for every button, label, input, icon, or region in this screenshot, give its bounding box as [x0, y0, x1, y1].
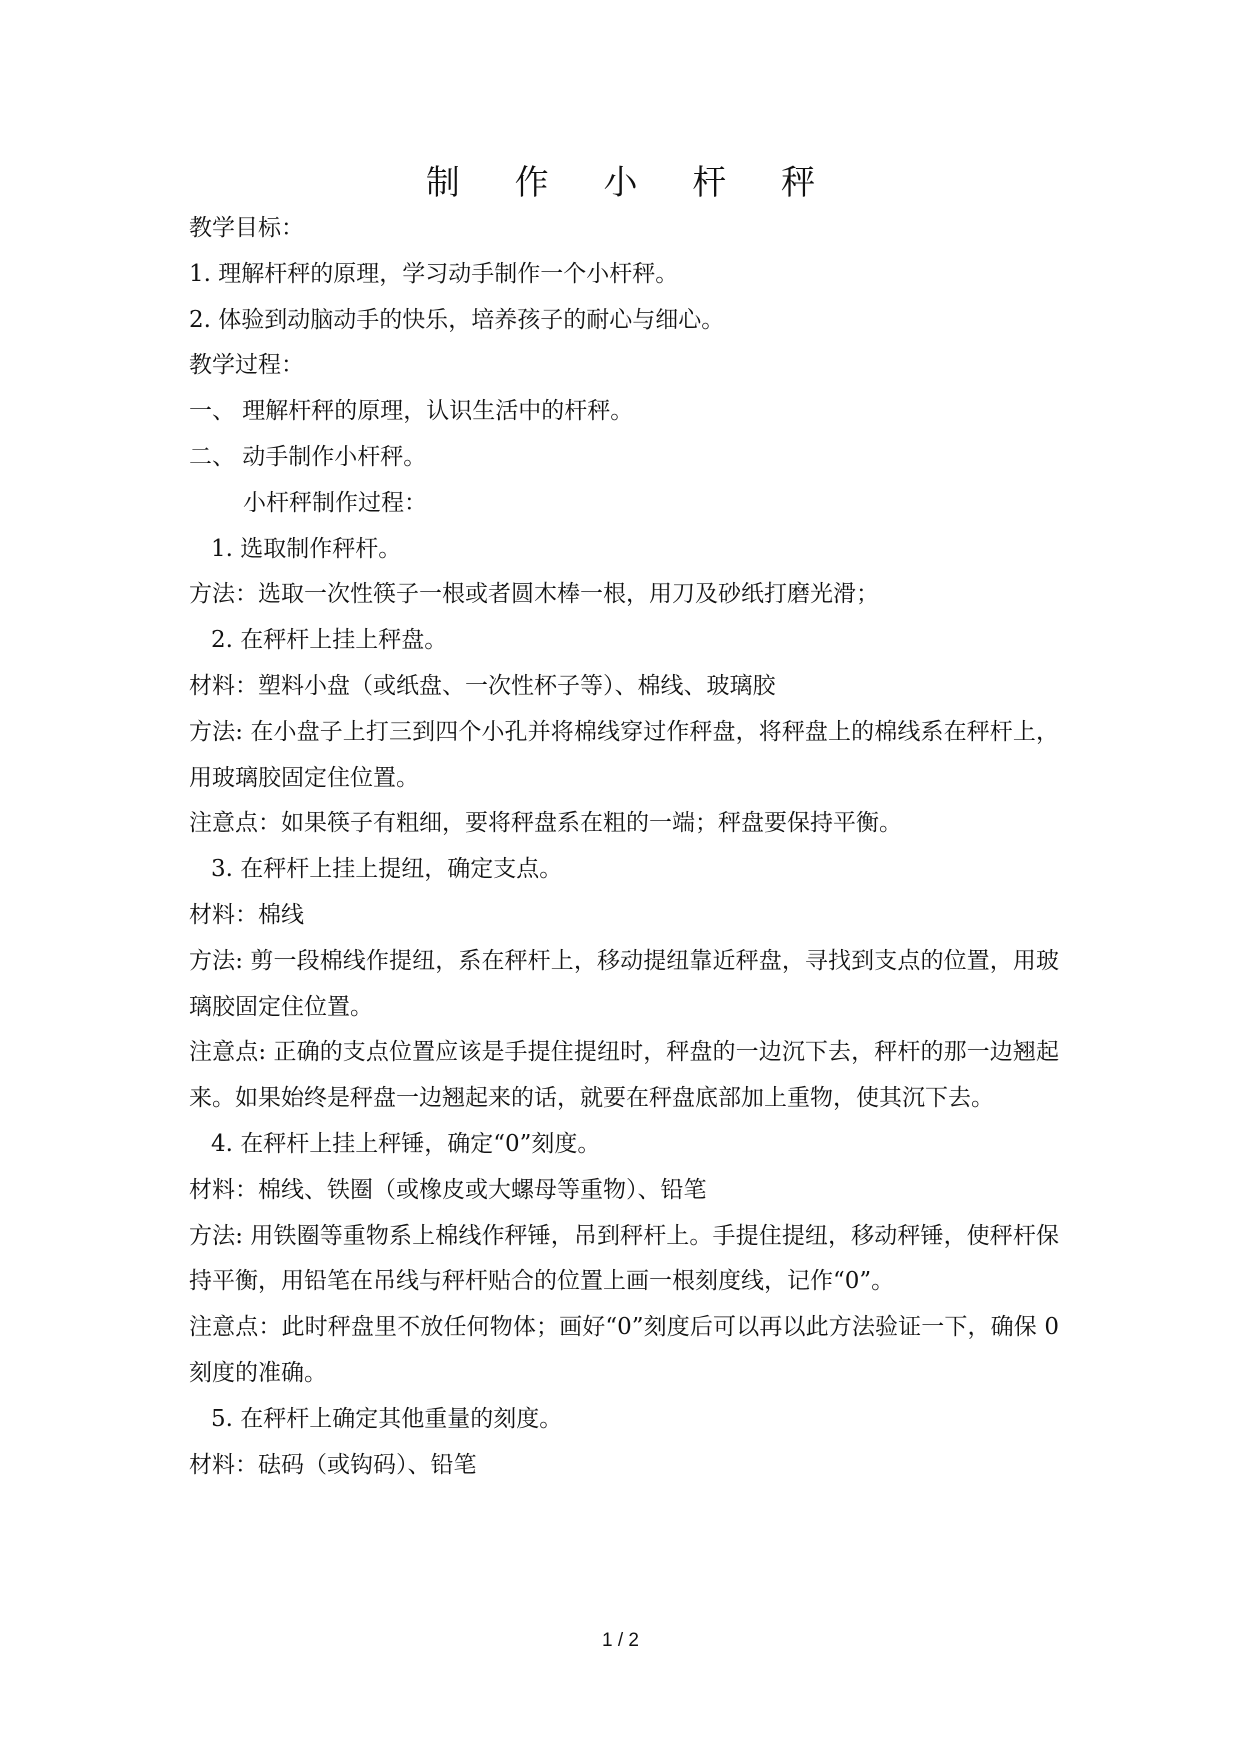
- paragraph: 3. 在秤杆上挂上提纽，确定支点。: [211, 856, 563, 883]
- document-title: 制 作 小 杆 秤: [425, 163, 838, 203]
- paragraph: 2. 体验到动脑动手的快乐，培养孩子的耐心与细心。: [189, 306, 725, 333]
- paragraph: 材料：棉线、铁圈（或橡皮或大螺母等重物）、铅笔: [189, 1176, 707, 1203]
- paragraph: 方法: 在小盘子上打三到四个小孔并将棉线穿过作秤盘，将秤盘上的棉线系在秤杆上，用玻璃胶固定住位置。: [189, 718, 1059, 791]
- paragraph: 2. 在秤杆上挂上秤盘。: [211, 627, 448, 654]
- page-number: 1 / 2: [602, 1630, 639, 1651]
- paragraph: 方法: 剪一段棉线作提纽，系在秤杆上，移动提纽靠近秤盘，寻找到支点的位置，用玻璃胶固定住位置。: [189, 947, 1059, 1020]
- paragraph: 一、 理解杆秤的原理，认识生活中的杆秤。: [189, 398, 634, 425]
- paragraph: 1. 选取制作秤杆。: [211, 535, 402, 562]
- paragraph: 方法：选取一次性筷子一根或者圆木棒一根，用刀及砂纸打磨光滑；: [189, 581, 879, 608]
- paragraph: 教学过程：: [189, 352, 304, 379]
- paragraph: 注意点：此时秤盘里不放任何物体；画好“0”刻度后可以再以此方法验证一下，确保 0 刻度的准确。: [189, 1314, 1059, 1386]
- paragraph: 材料：砝码（或钩码）、铅笔: [189, 1451, 477, 1478]
- paragraph: 方法: 用铁圈等重物系上棉线作秤锤，吊到秤杆上。手提住提纽，移动秤锤，使秤杆保持平衡，用铅笔在吊线与秤杆贴合的位置上画一根刻度线，记作“0”。: [189, 1222, 1059, 1295]
- paragraph: 二、 动手制作小杆秤。: [189, 443, 427, 470]
- document-body: [189, 206, 1059, 1488]
- paragraph: 4. 在秤杆上挂上秤锤，确定“0”刻度。: [211, 1130, 601, 1157]
- paragraph: 材料：棉线: [189, 901, 304, 928]
- paragraph: 材料：塑料小盘（或纸盘、一次性杯子等）、棉线、玻璃胶: [189, 672, 776, 699]
- paragraph: 1. 理解杆秤的原理，学习动手制作一个小杆秤。: [189, 260, 679, 287]
- paragraph: 注意点: 正确的支点位置应该是手提住提纽时，秤盘的一边沉下去，秤杆的那一边翘起来。如果始终是秤盘一边翘起来的话，就要在秤盘底部加上重物，使其沉下去。: [189, 1039, 1059, 1112]
- paragraph: 注意点：如果筷子有粗细，要将秤盘系在粗的一端；秤盘要保持平衡。: [189, 810, 902, 837]
- paragraph: 小杆秤制作过程：: [243, 489, 427, 516]
- paragraph: 5. 在秤杆上确定其他重量的刻度。: [211, 1405, 563, 1432]
- paragraph: 教学目标：: [189, 215, 304, 241]
